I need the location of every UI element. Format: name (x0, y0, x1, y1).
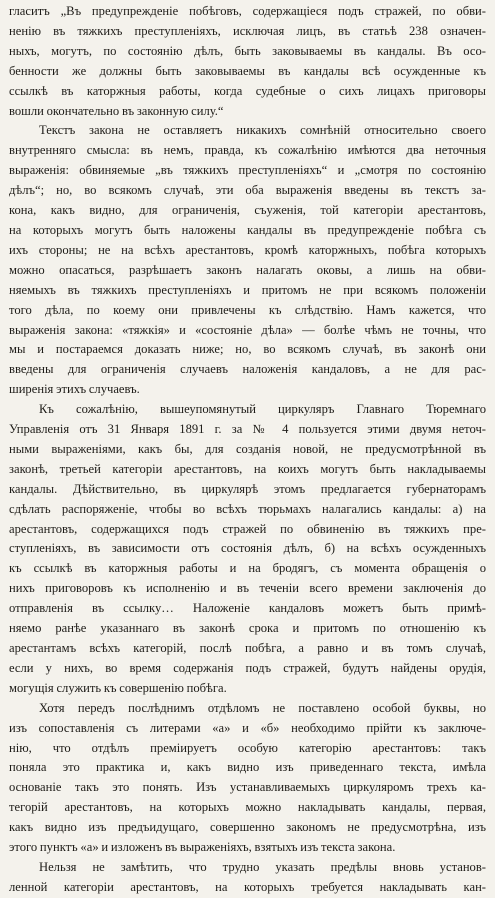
text-line: можно опасаться, разрѣшаетъ законъ налагать оковы, а лишь на обви- (9, 262, 486, 277)
text-line: какъ видно изъ предъидущаго, совершенно закономъ не предусмотрѣна, изъ (9, 820, 486, 835)
text-line: законѣ, третьей категоріи арестантовъ, на коихъ могутъ быть накладываемы (9, 461, 486, 476)
text-line: отправленія въ ссылку… Наложеніе кандаловъ можетъ быть примѣ- (9, 601, 486, 616)
text-line: ихъ стороны; не на всѣхъ арестантовъ, кромѣ каторжныхъ, побѣга которыхъ (9, 242, 486, 257)
text-line: кона, какъ видно, для ограниченія, съуженія, той категоріи арестантовъ, (9, 203, 486, 218)
text-line: ссылкѣ въ каторжныя работы, когда судебные о сихъ лицахъ приговоры (9, 83, 486, 98)
text-line: тегорій арестантовъ, на которыхъ можно накладывать кандалы, первая, (9, 800, 486, 815)
paragraph (9, 699, 486, 858)
paragraph (9, 2, 486, 121)
paragraph (9, 400, 486, 699)
text-line: арестантовъ, содержащихся подъ стражей по обвиненію въ тяжкихъ пре- (9, 521, 486, 536)
text-line: няемо ранѣе указаннаго въ законѣ срока и притомъ по отношенію къ (9, 621, 486, 636)
text-line: нію, что отдѣлъ преміируетъ особую категорію арестантовъ: такъ (9, 740, 486, 755)
text-line: вошли окончательно въ законную силу.“ (9, 103, 224, 118)
text-line: Нельзя не замѣтить, что трудно указать предѣлы вновь установ- (39, 859, 486, 874)
text-line: ширенія этихъ случаевъ. (9, 382, 140, 397)
text-line: того дѣла, по коему они привлечены къ слѣдствію. Намъ кажется, что (9, 302, 486, 317)
text-line: ненію въ тяжкихъ преступленіяхъ, исключая лицъ, въ статьѣ 238 означен- (9, 23, 486, 38)
text-line: ными выраженіями, какъ бы, для созданія новой, не предусмотрѣнной въ (9, 441, 486, 456)
text-line: могущія служить къ совершенію побѣга. (9, 680, 227, 695)
text-line: на которыхъ могутъ быть наложены кандалы въ предупрежденіе побѣга съ (9, 222, 486, 237)
text-line: введены для ограниченія случаевъ наложенія кандаловъ, а не для рас- (9, 362, 486, 377)
text-line: Къ сожалѣнію, вышеупомянутый циркуляръ Главнаго Тюремнаго (39, 402, 486, 417)
text-line: Текстъ закона не оставляетъ никакихъ сомнѣній относительно своего (39, 123, 486, 138)
text-line: няемыхъ въ тяжкихъ преступленіяхъ и притомъ не при всякомъ положеніи (9, 282, 486, 297)
text-line: внутренняго смысла: въ немъ, правда, къ сожалѣнію имѣются два неточныя (9, 143, 486, 158)
text-line: арестантамъ всѣхъ категорій, послѣ побѣга, а равно и въ томъ случаѣ, (9, 641, 486, 655)
text-line: гласитъ „Въ предупрежденіе побѣговъ, содержащіеся подъ стражей, по обви- (9, 4, 486, 18)
text-line: выраженія: обвиняемые „въ тяжкихъ преступленіяхъ“ и „смотря по состоянію (9, 163, 486, 178)
text-line: Управленія отъ 31 Января 1891 г. за № 4 пользуется этими двумя неточ- (9, 422, 486, 437)
text-line: нихъ приговоровъ къ исполненію и въ теченіи всего времени заключенія до (9, 581, 486, 596)
text-line: изъ сопоставленія съ литерами «а» и «б» необходимо прійти къ заключе- (9, 720, 486, 735)
text-line: бенности же должны быть заковываемы въ кандалы всѣ осужденные къ (9, 63, 486, 78)
text-line: ленной категоріи арестантовъ, на которыхъ требуется накладывать кан- (9, 879, 486, 894)
document-body (9, 2, 486, 898)
text-line: этого пунктъ «а» и изложенъ въ выраженіяхъ, взятыхъ изъ текста закона. (9, 840, 396, 855)
text-line: выраженія закона: «тяжкія» и «состояніе дѣла» — болѣе чѣмъ не точны, что (9, 322, 486, 337)
paragraph (9, 121, 486, 400)
paragraph (9, 858, 486, 898)
text-line: основаніе такъ это понять. Изъ устанавливаемыхъ циркуляромъ трехъ ка- (9, 780, 486, 795)
text-line: ступленіяхъ, въ зависимости отъ состоянія дѣлъ, б) на всѣхъ осужденныхъ (9, 541, 486, 556)
text-line: поняла это практика и, какъ видно изъ приведеннаго текста, имѣла (9, 760, 486, 775)
text-line: дѣлъ“; но, во всякомъ случаѣ, эти оба выраженія введены въ текстъ за- (9, 183, 486, 198)
text-line: ныхъ, могутъ, по состоянію дѣлъ, быть заковываемы въ кандалы. Въ осо- (9, 43, 486, 58)
text-line: кандалы. Дѣйствительно, въ циркулярѣ этомъ предлагается губернаторамъ (9, 481, 486, 496)
text-line: сдѣлать распоряженіе, чтобы во всѣхъ тюрьмахъ налагались кандалы: а) на (9, 501, 486, 516)
text-line: Хотя передъ послѣднимъ отдѣломъ не поставлено особой буквы, но (39, 700, 486, 715)
text-line: если у нихъ, во время содержанія подъ стражей, будутъ найдены орудія, (9, 660, 486, 675)
text-line: мы и постараемся доказать ниже; но, во всякомъ случаѣ, въ законѣ они (9, 342, 486, 357)
text-line: къ ссылкѣ въ каторжныя работы и на бродягъ, съ момента обращенія о (9, 561, 486, 576)
